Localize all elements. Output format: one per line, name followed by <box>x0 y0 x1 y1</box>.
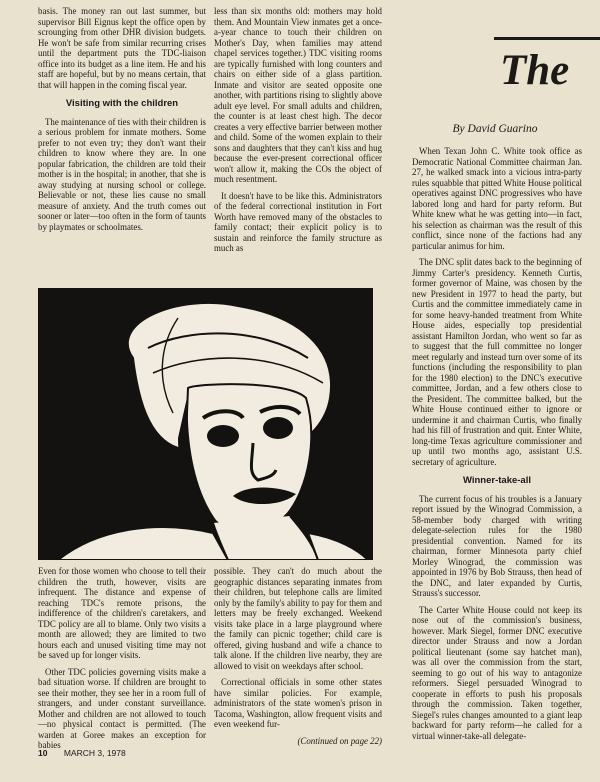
page-footer <box>38 748 126 758</box>
column-1-top <box>38 6 206 238</box>
column-1-bottom <box>38 566 206 757</box>
woman-portrait-drawing <box>38 288 373 560</box>
page-number: 10 <box>38 748 48 758</box>
paragraph: The DNC split dates back to the beginning of Jimmy Carter's presidency. Kenneth Curtis, former governor of Maine, was chosen by the new President in 1977 to head the party, but Curtis and the committee immediately came in for some heavy-handed treatment from White House aides, especially top presidential assistant Hamilton Jordan, who went so far as to suggest that the full committee no longer meet regularly and instead turn over some of its functions (including the responsibility to plan for the 1980 election) to the DNC's executive committee, Jordan, and a few others close to the President. The committee balked, but the White House continued either to ignore or undermine it and chairman Curtis, who finally had his fill of frustration and quit. Enter White, long-time Texas agriculture commissioner and up until two months ago, assistant U.S. secretary of agriculture. <box>412 257 582 467</box>
issue-date: MARCH 3, 1978 <box>63 748 126 758</box>
byline: By David Guarino <box>452 123 538 135</box>
paragraph: Even for those women who choose to tell their children the truth, however, visits are infrequent. The distance and expense of reaching TDC's remote prisons, the indifference of the children's caretakers, and TDC policy are all to blame. Only two visits a month are allowed; they are limited to two hours each and unused visiting time may not be saved up for longer visits. <box>38 566 206 660</box>
column-3 <box>412 146 582 747</box>
headline-rule <box>494 37 600 40</box>
portrait-illustration <box>38 288 373 560</box>
paragraph: When Texan John C. White took office as Democratic National Committee chairman Jan. 27, he walked smack into a vicious intra-party rules squabble that pitted White House political operatives against DNC progressives who have labored long and hard for party reform. But White knew what he was getting into—in fact, his selection as chairman was the result of this conflict, since none of the factions had any particular animus for him. <box>412 146 582 251</box>
paragraph: less than six months old: mothers may hold them. And Mountain View inmates get a once-a-year chance to touch their children on Mother's Day, when families may attend chapel services together.) TDC visiting rooms are typically furnished with long counters and chairs on either side of a glass partition. Inmate and visitor are seated opposite one another, with partitions rising to slightly above adult eye level. For small adults and children, the counter is at least chest high. The decor creates a very effective barrier between mother and child. Some of the women explain to their sons and daughters that they can't kiss and hug because the ever-present correctional officer won't allow it, making the COs the object of much resentment. <box>214 6 382 184</box>
subhead-winner: Winner-take-all <box>462 475 531 486</box>
subhead-visiting: Visiting with the children <box>65 98 179 109</box>
paragraph: It doesn't have to be like this. Administrators of the federal correctional institution in Fort Worth have removed many of the obstacles to family contact; their explicit policy is to sustain and reinforce the family structure as much as <box>214 190 382 253</box>
continued-note: (Continued on page 22) <box>297 735 382 746</box>
paragraph: Correctional officials in some other states have similar policies. For example, administrators of the state women's prison in Tacoma, Washington, allow frequent visits and even weekend fur- <box>214 677 382 729</box>
paragraph: The current focus of his troubles is a January report issued by the Winograd Commission, a 58-member body charged with writing delegate-selection rules for the 1980 presidential convention. Named for its chairman, former Minnesota party chief Morley Winograd, the commission was appointed in 1976 by Bob Strauss, then head of the DNC, and later expanded by Curtis, Strauss's successor. <box>412 493 582 598</box>
paragraph: The Carter White House could not keep its nose out of the commission's business, however. Mark Siegel, former DNC executive director under Strauss and now a Jordan political lieutenant (some say hatchet man), was all over the commission from the start, seeming to go out of his way to antagonize reformers. Siegel persuaded Winograd to cooperate in efforts to push his proposals through the commission. Taken together, Siegel's rules changes amounted to a giant leap backward for party reform—he called for a virtual winner-take-all delegate- <box>412 604 582 741</box>
paragraph: The maintenance of ties with their children is a serious problem for inmate mothers. Some prefer to not even try; they don't want their children to know where they are. In one popular fabrication, the children are told their mother is in the hospital; in another, that she is away studying at nursing school or college. Believable or not, these lies cause no small measure of anxiety. And the truth comes out sooner or later—too often in the form of taunts by playmates or schoolmates. <box>38 116 206 232</box>
column-2-bottom <box>214 566 382 752</box>
paragraph: possible. They can't do much about the geographic distances separating inmates from their children, but telephone calls are limited only by the family's ability to pay for them and letters may be freely exchanged. Weekend visits take place in a large playground where the family can picnic together; child care is offered, giving husband and wife a chance to talk alone. If the children live nearby, they are allowed to visit on weekdays after school. <box>214 566 382 671</box>
article-headline: The <box>500 48 570 94</box>
paragraph: basis. The money ran out last summer, but supervisor Bill Eignus kept the office open by scrounging from other DHR division budgets. He won't be safe from similar recurring crises until the department puts the TDC-liaison office into its budget as a line item. He and his staff are hopeful, but by no means certain, that that will happen in the coming fiscal year. <box>38 6 206 90</box>
column-2-top <box>214 6 382 260</box>
paragraph: Other TDC policies governing visits make a bad situation worse. If children are brought to see their mother, they see her in a room full of strangers, and under constant surveillance. Mother and children are not allowed to touch—no physical contact is permitted. (The warden at Goree makes an exception for babies <box>38 666 206 750</box>
